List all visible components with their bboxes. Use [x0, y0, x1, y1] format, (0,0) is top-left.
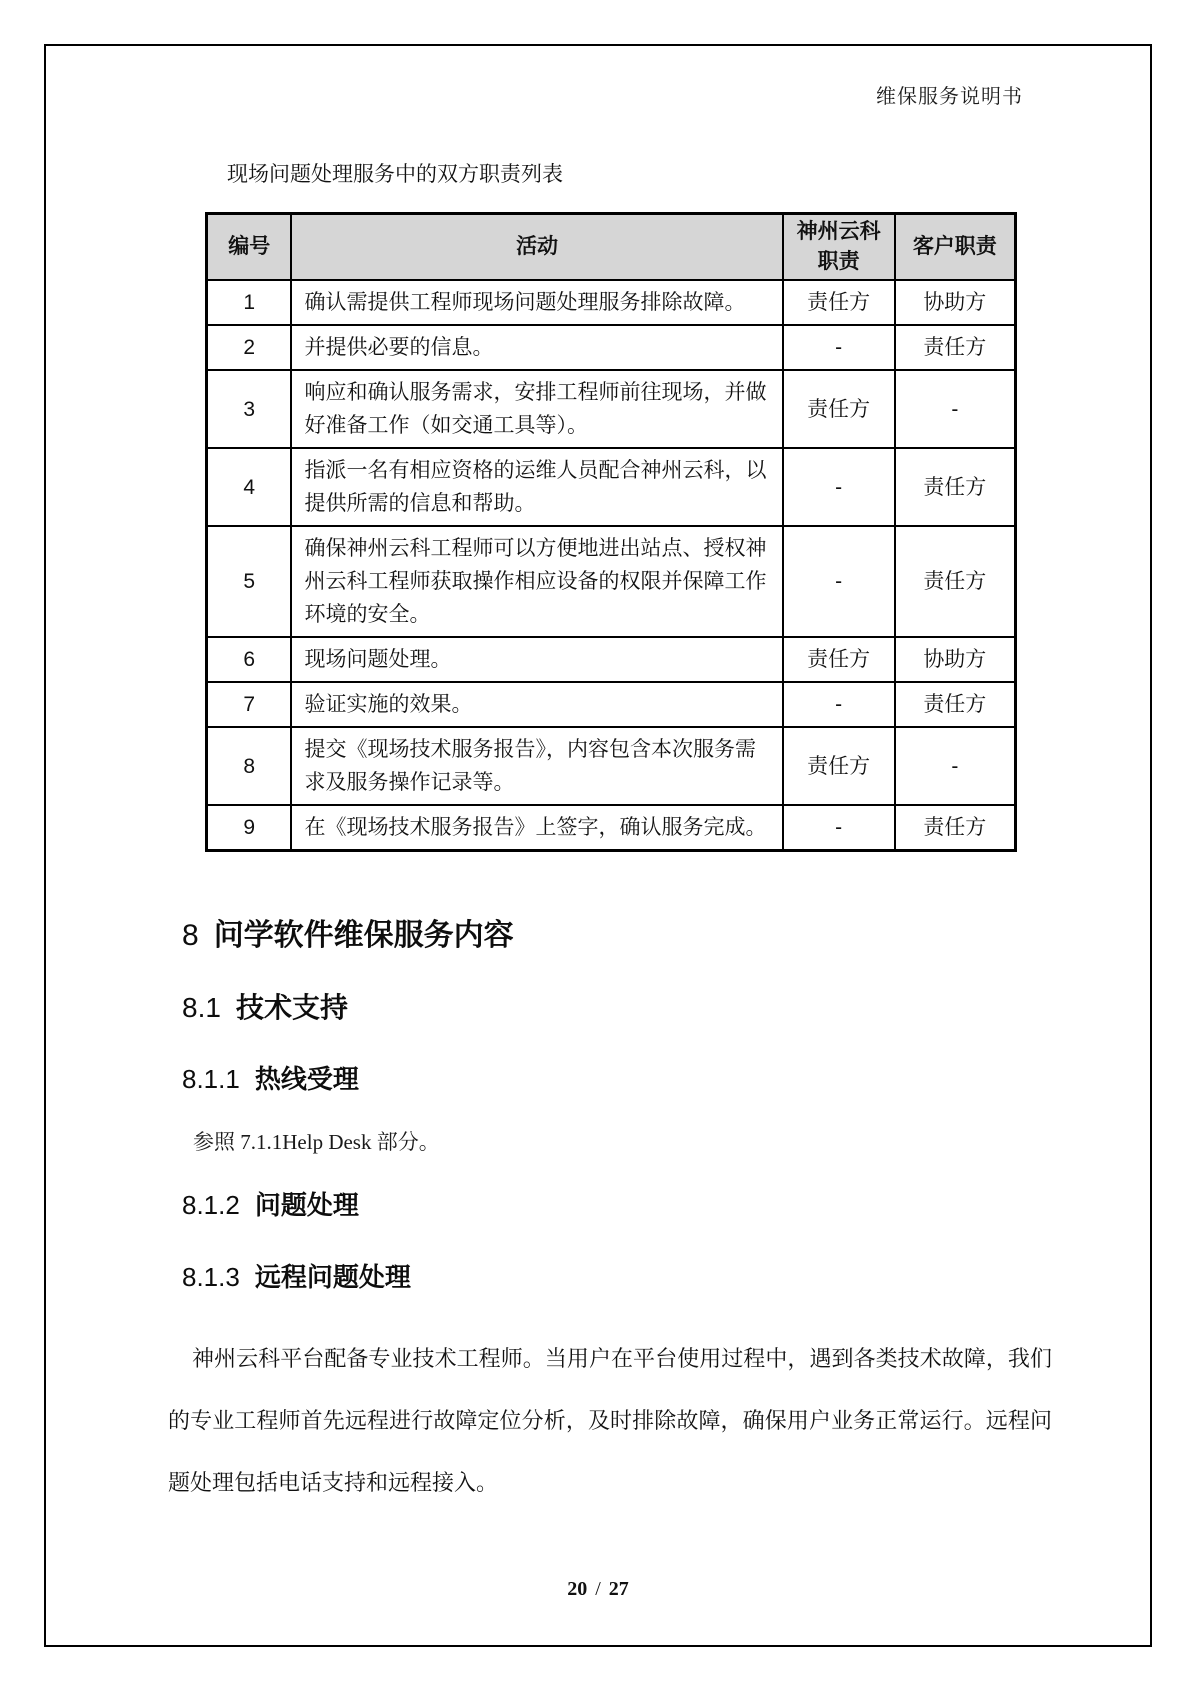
remote-handling-paragraph: 神州云科平台配备专业技术工程师。当用户在平台使用过程中，遇到各类技术故障，我们的专业工程师首先远程进行故障定位分析，及时排除故障，确保用户业务正常运行。远程问题处理包括电话支持和远程接入。	[168, 1346, 1052, 1495]
activity-cell: 确保神州云科工程师可以方便地进出站点、授权神州云科工程师获取操作相应设备的权限并保障工作环境的安全。	[291, 526, 782, 637]
section-title: 远程问题处理	[254, 1262, 411, 1292]
customer-duty-cell: 责任方	[895, 805, 1016, 851]
section-title: 热线受理	[254, 1064, 359, 1094]
row-number-cell: 7	[207, 682, 292, 727]
page-number-separator: /	[595, 1578, 601, 1600]
responsibility-table-body	[207, 280, 1016, 851]
customer-duty-cell: 责任方	[895, 526, 1016, 637]
page-footer	[46, 1578, 1150, 1601]
row-number-cell: 6	[207, 637, 292, 682]
section-number: 8.1	[182, 992, 221, 1023]
section-heading-8	[182, 910, 514, 954]
table-row	[207, 280, 1016, 325]
row-number-cell: 3	[207, 370, 292, 448]
table-row	[207, 805, 1016, 851]
section-title: 问题处理	[254, 1190, 359, 1220]
responsibility-table-wrap	[205, 212, 1017, 852]
table-row	[207, 370, 1016, 448]
customer-duty-cell: 协助方	[895, 637, 1016, 682]
column-header-customer-duty: 客户职责	[895, 214, 1016, 281]
table-row	[207, 448, 1016, 526]
row-number-cell: 4	[207, 448, 292, 526]
section-number: 8.1.1	[182, 1064, 240, 1094]
section-title: 技术支持	[235, 992, 348, 1023]
vendor-duty-cell: -	[783, 805, 895, 851]
total-page-count: 27	[608, 1578, 629, 1600]
activity-cell: 确认需提供工程师现场问题处理服务排除故障。	[291, 280, 782, 325]
customer-duty-cell: -	[895, 370, 1016, 448]
vendor-duty-cell: 责任方	[783, 280, 895, 325]
section-heading-8-1-3	[182, 1257, 411, 1294]
table-caption: 现场问题处理服务中的双方职责列表	[227, 163, 563, 186]
responsibility-table	[205, 212, 1017, 852]
table-header-row	[207, 214, 1016, 281]
customer-duty-cell: 责任方	[895, 448, 1016, 526]
vendor-duty-cell: 责任方	[783, 637, 895, 682]
activity-cell: 在《现场技术服务报告》上签字，确认服务完成。	[291, 805, 782, 851]
row-number-cell: 5	[207, 526, 292, 637]
section-number: 8.1.2	[182, 1190, 240, 1220]
activity-cell: 响应和确认服务需求，安排工程师前往现场，并做好准备工作（如交通工具等）。	[291, 370, 782, 448]
reference-paragraph: 参照 7.1.1Help Desk 部分。	[193, 1130, 440, 1154]
activity-cell: 现场问题处理。	[291, 637, 782, 682]
vendor-duty-cell: 责任方	[783, 370, 895, 448]
running-header-title: 维保服务说明书	[876, 86, 1023, 108]
current-page-number: 20	[567, 1578, 588, 1600]
customer-duty-cell: 责任方	[895, 682, 1016, 727]
table-row	[207, 325, 1016, 370]
table-row	[207, 526, 1016, 637]
column-header-activity: 活动	[291, 214, 782, 281]
vendor-duty-cell: -	[783, 682, 895, 727]
row-number-cell: 2	[207, 325, 292, 370]
vendor-duty-cell: 责任方	[783, 727, 895, 805]
customer-duty-cell: 责任方	[895, 325, 1016, 370]
vendor-duty-cell: -	[783, 325, 895, 370]
section-number: 8.1.3	[182, 1262, 240, 1292]
column-header-vendor-duty: 神州云科职责	[783, 214, 895, 281]
vendor-duty-cell: -	[783, 526, 895, 637]
vendor-duty-cell: -	[783, 448, 895, 526]
row-number-cell: 1	[207, 280, 292, 325]
row-number-cell: 9	[207, 805, 292, 851]
activity-cell: 提交《现场技术服务报告》，内容包含本次服务需求及服务操作记录等。	[291, 727, 782, 805]
column-header-number: 编号	[207, 214, 292, 281]
table-row	[207, 727, 1016, 805]
customer-duty-cell: -	[895, 727, 1016, 805]
section-title: 问学软件维保服务内容	[213, 919, 514, 952]
responsibility-table-head	[207, 214, 1016, 281]
activity-cell: 指派一名有相应资格的运维人员配合神州云科，以提供所需的信息和帮助。	[291, 448, 782, 526]
section-heading-8-1-2	[182, 1185, 359, 1222]
table-row	[207, 637, 1016, 682]
table-row	[207, 682, 1016, 727]
customer-duty-cell: 协助方	[895, 280, 1016, 325]
section-heading-8-1	[182, 986, 348, 1026]
activity-cell: 并提供必要的信息。	[291, 325, 782, 370]
section-number: 8	[182, 919, 199, 952]
section-heading-8-1-1	[182, 1059, 359, 1096]
activity-cell: 验证实施的效果。	[291, 682, 782, 727]
page-border-frame	[44, 44, 1152, 1647]
row-number-cell: 8	[207, 727, 292, 805]
